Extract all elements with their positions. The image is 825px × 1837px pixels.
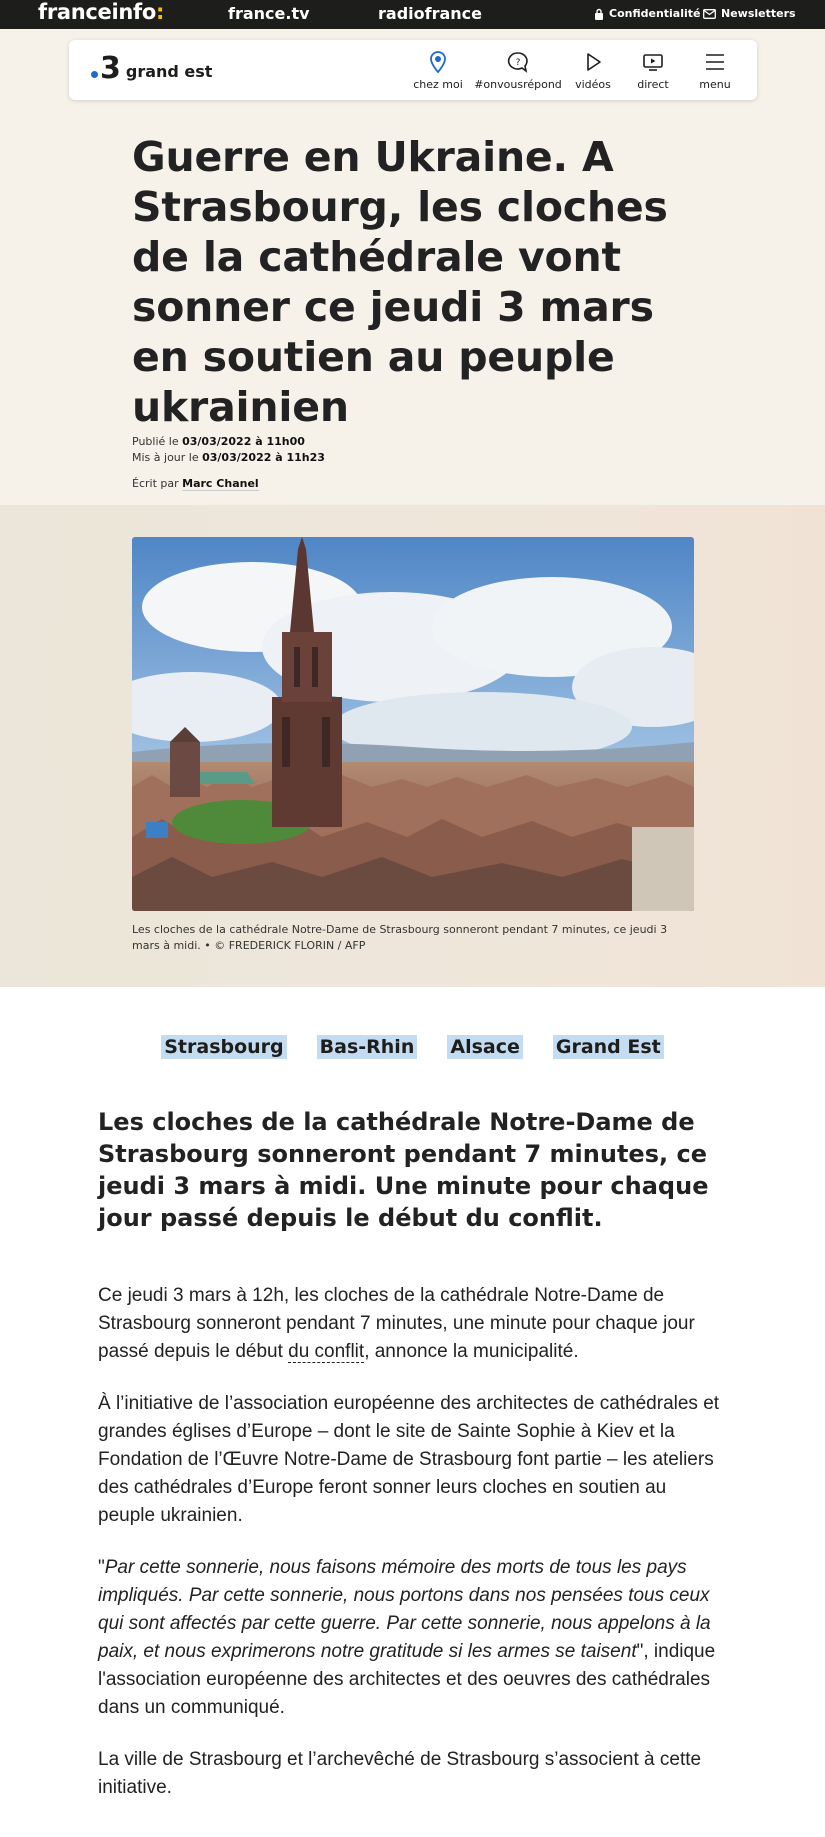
regional-nav [69,40,757,100]
article-body [98,1282,728,1826]
tag-strasbourg[interactable]: Strasbourg [161,1035,286,1059]
paragraph-3: "Par cette sonnerie, nous faisons mémoire des morts de tous les pays impliqués. Par cette sonnerie, nous portons dans nos pensées tous ceux qui sont affectés par cette guerre. Par cette sonnerie, nous appelons à la paix, et nous exprimerons notre gratitude si les armes se taisent", indique l'association européenne des architectes et des oeuvres des cathédrales dans un communiqué. [98,1557,716,1718]
question-bubble-icon [506,50,530,74]
network-bar [0,0,825,29]
tag-alsace[interactable]: Alsace [447,1035,523,1059]
france-tv-link[interactable]: france.tv [228,4,310,23]
france3-grand-est-logo[interactable]: 3 grand est [91,54,212,84]
tv-live-icon [641,50,665,74]
svg-text:?: ? [515,58,521,68]
franceinfo-logo[interactable]: franceinfo: [38,0,165,24]
newsletters-link[interactable]: Newsletters [703,7,796,20]
paragraph-4: La ville de Strasbourg et l’archevêché de Strasbourg s’associent à cette initiative. [98,1749,702,1798]
paragraph-1: Ce jeudi 3 mars à 12h, les cloches de la cathédrale Notre-Dame de Strasbourg sonneront pendant 7 minutes, une minute pour chaque jour passé depuis le début du conflit, annonce la municipalité. [98,1285,695,1362]
nav-direct[interactable]: direct [623,50,683,91]
lock-icon [594,8,604,20]
tag-bas-rhin[interactable]: Bas-Rhin [317,1035,418,1059]
location-pin-icon [426,50,450,74]
tag-grand-est[interactable]: Grand Est [553,1035,664,1059]
article-lead: Les cloches de la cathédrale Notre-Dame de Strasbourg sonneront pendant 7 minutes, ce jeudi 3 mars à midi. Une minute pour chaque jour passé depuis le début du conflit. [98,1108,709,1232]
nav-onvousrepond[interactable]: ? #onvousrépond [473,50,563,91]
conflict-link[interactable]: du conflit [288,1341,365,1362]
nav-chez-moi[interactable]: chez moi [408,50,468,91]
article-title: Guerre en Ukraine. A Strasbourg, les cloches de la cathédrale vont sonner ce jeudi 3 mars en soutien au peuple ukrainien [132,133,668,431]
play-icon [581,50,605,74]
photo-caption: Les cloches de la cathédrale Notre-Dame de Strasbourg sonneront pendant 7 minutes, ce jeudi 3 mars à midi. • © FREDERICK FLORIN / AFP [132,923,668,952]
privacy-link[interactable]: Confidentialité [594,7,701,20]
author-byline: Écrit par Marc Chanel [132,477,259,490]
nav-menu[interactable]: menu [685,50,745,91]
radiofrance-link[interactable]: radiofrance [378,4,482,23]
logo-dot [91,71,98,78]
nav-videos[interactable]: vidéos [563,50,623,91]
article-tags [0,1035,825,1059]
cathedral-photo [132,537,694,911]
article-media [0,505,825,987]
article-header [0,29,825,505]
article-dates: Publié le 03/03/2022 à 11h00 Mis à jour le 03/03/2022 à 11h23 [132,435,325,464]
author-link[interactable]: Marc Chanel [182,477,259,490]
paragraph-2: À l’initiative de l’association européenne des architectes de cathédrales et grandes églises d’Europe – dont le site de Sainte Sophie à Kiev et la Fondation de l’Œuvre Notre-Dame de Strasbourg font partie – les ateliers des cathédrales d’Europe feront sonner leurs cloches en soutien au peuple ukrainien. [98,1393,720,1526]
mail-icon [703,9,716,19]
hamburger-menu-icon [703,50,727,74]
